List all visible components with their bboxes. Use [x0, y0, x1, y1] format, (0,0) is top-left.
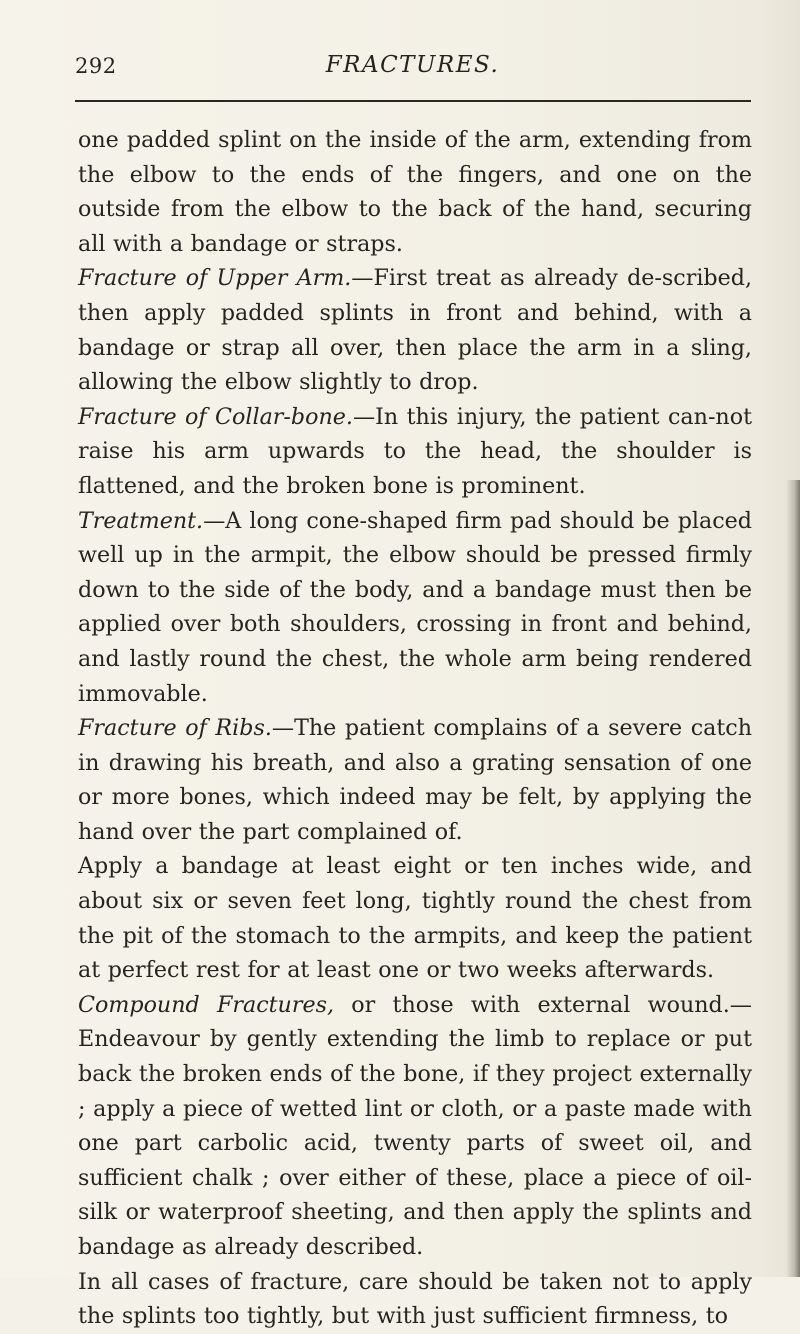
header-rule — [75, 100, 751, 102]
paragraph-text: or those with external wound.—Endeavour by gently extending the limb to replace or put back the broken ends of the bone, if they project externally ; apply a piece of wetted lint or cloth, or a paste made with one part carbolic acid, twenty parts of sweet oil, and sufficient chalk ; over either of these, place a piece of oil-silk or waterproof sheeting, and then apply the splints and bandage as already described. — [78, 991, 752, 1260]
section-heading: Treatment. — [78, 507, 204, 534]
page-number: 292 — [75, 54, 117, 78]
paragraph-text: Apply a bandage at least eight or ten inches wide, and about six or seven feet long, tightly round the chest from the pit of the stomach to the armpits, and keep the patient at perfect rest for at least one or two weeks afterwards. — [78, 853, 752, 984]
paragraph-text: —In this injury, the patient can-not raise his arm upwards to the head, the shoulder is flattened, and the broken bone is prominent. — [78, 403, 752, 499]
section-heading: Compound Fractures, — [78, 991, 335, 1018]
paragraph-fracture-ribs — [78, 711, 752, 849]
paragraph-text: In all cases of fracture, care should be taken not to apply the splints too tightly, but with just sufficient firmness, to — [78, 1268, 752, 1330]
paragraph-text: —The patient complains of a severe catch in drawing his breath, and also a grating sensation of one or more bones, which indeed may be felt, by applying the hand over the part complained of. — [78, 715, 752, 845]
section-heading: Fracture of Collar-bone. — [78, 403, 353, 430]
body-text — [78, 123, 752, 1334]
paragraph-fracture-collar-bone — [78, 400, 752, 504]
paragraph-text: —A long cone-shaped firm pad should be placed well up in the armpit, the elbow should be pressed firmly down to the side of the body, and a bandage must then be applied over both shoulders, crossing in front and behind, and lastly round the chest, the whole arm being rendered immovable. — [78, 507, 752, 707]
section-heading: Fracture of Ribs. — [78, 715, 272, 742]
running-head: FRACTURES. — [325, 52, 500, 78]
page-edge-shadow — [786, 480, 800, 1277]
section-heading: Fracture of Upper Arm. — [78, 265, 352, 292]
page-header — [75, 48, 750, 88]
paragraph-all-cases — [78, 1265, 752, 1334]
paragraph-fracture-upper-arm — [78, 261, 752, 399]
paragraph-splint-continuation — [78, 123, 752, 261]
paragraph-text: one padded splint on the inside of the arm, extending from the elbow to the ends of the fingers, and one on the outside from the elbow to the back of the hand, securing all with a bandage or straps. — [78, 127, 752, 257]
paragraph-text: —First treat as already de-scribed, then apply padded splints in front and behind, with a bandage or strap all over, then place the arm in a sling, allowing the elbow slightly to drop. — [78, 265, 753, 396]
paragraph-treatment — [78, 504, 752, 712]
paragraph-compound-fractures — [78, 988, 752, 1265]
paragraph-apply-bandage — [78, 849, 752, 987]
